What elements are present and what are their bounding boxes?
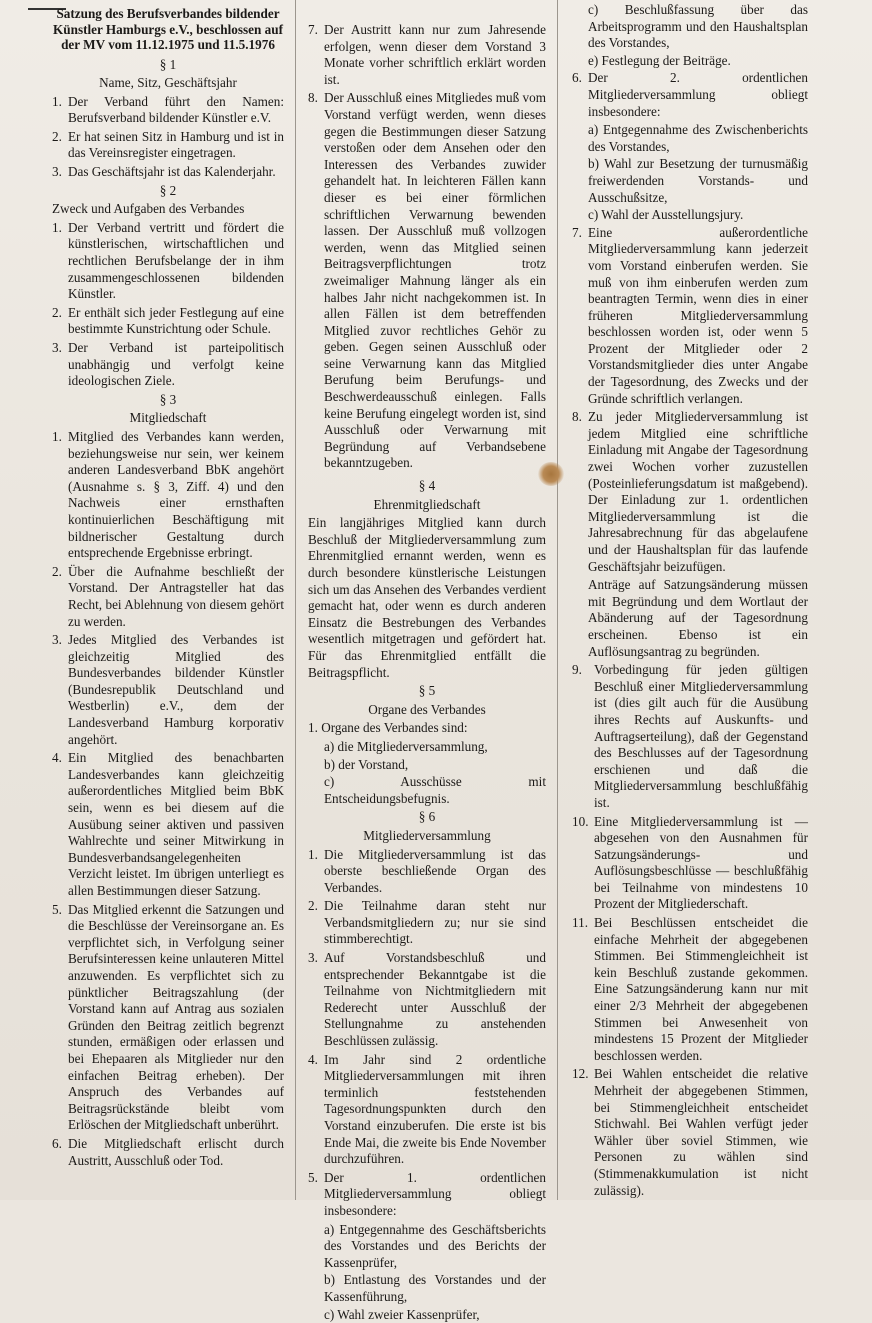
list-subitem: c) Wahl zweier Kassenprüfer,: [324, 1306, 480, 1322]
section-3-title: Mitgliedschaft: [129, 410, 207, 426]
section-5-title: Organe des Verbandes: [368, 701, 486, 717]
section-2-title: Zweck und Aufgaben des Verbandes: [52, 201, 245, 217]
list-item: 1. Der Verband führt den Namen: Berufsverband bildender Künstler e.V.: [52, 93, 284, 126]
section-3-number: § 3: [159, 391, 177, 407]
list-item: 8. Zu jeder Mitgliederversammlung ist jedem Mitglied eine schriftliche Einladung mit Angabe der Tagesordnung zwei Wochen vorher zuzustellen (Posteinlieferungsdatum ist maßgebend). Der Einladung zur 1. ordentlichen Mitgliederversammlung ist die Jahresabrechnung für das abgelaufene und der Haushaltsplan für das laufende Geschäftsjahr beizufügen.: [572, 409, 808, 574]
list-item: 3. Der Verband ist parteipolitisch unabhängig und verfolgt keine ideologischen Ziele.: [52, 340, 284, 389]
list-subitem: c) Ausschüsse mit Entscheidungsbefugnis.: [324, 774, 546, 806]
list-item-continuation: Anträge auf Satzungsänderung müssen mit Begründung und dem Wortlaut der Abänderung auf der Tagesordnung erscheinen. Ebenso ist ein Auflösungsantrag zu begründen.: [588, 577, 808, 659]
list-subitem: c) Wahl der Ausstellungsjury.: [588, 207, 744, 223]
list-subitem: b) Wahl zur Besetzung der turnusmäßig freiwerdenden Vorstands- und Ausschußsitze,: [588, 156, 808, 205]
list-item: 6. Der 2. ordentlichen Mitgliederversammlung obliegt insbesondere:: [572, 70, 808, 119]
section-2-number: § 2: [159, 182, 177, 198]
section-5-number: § 5: [418, 683, 436, 699]
column-3: [572, 2, 808, 1196]
list-item: 2. Die Teilnahme daran steht nur Verbandsmitgliedern zu; nur sie sind stimmberechtigt.: [308, 898, 546, 947]
list-subitem: c) Beschlußfassung über das Arbeitsprogramm und den Haushaltsplan des Vorstandes,: [588, 2, 808, 51]
list-item: 8. Der Ausschluß eines Mitgliedes muß vom Vorstand verfügt werden, wenn dieses gegen die Bestimmungen dieser Satzung verstoßen oder dem Ansehen oder den Interessen des Verbandes zuwider gehandelt hat. In leichteren Fällen kann dieser es bei einer förmlichen schriftlichen Verwarnung bewenden lassen. Der Ausschluß muß vollzogen werden, wenn das Mitglied seinen Beitragsverpflichtungen trotz zweimaliger Mahnung länger als ein halbes Jahr nicht nachgekommen ist. In allen Fällen ist dem betreffenden Mitglied zuvor rechtliches Gehör zu geben. Gegen seinen Ausschluß oder seine Verwarnung kann das Mitglied Berufung beim Berufungs- und Beschwerdeausschuß einlegen. Falls keine Berufung eingelegt worden ist, sind Ausschluß oder Verwarnung mit Begründung auf Verbandsebene bekanntzugeben.: [308, 90, 546, 471]
list-item: 5. Das Mitglied erkennt die Satzungen und die Beschlüsse der Vereinsorgane an. Es verpflichtet sich, in Verfolgung seiner Berufsinteressen keine unlauteren Mittel anzuwenden. Es verpflichtet sich zu pünktlicher Beitragszahlung (der Vorstand kann auf Antrag aus sozialen Gründen den Beitrag zeitlich begrenzt stunden, ermäßigen oder erlassen und bei Ehepaaren als Mitglieder nur den einfachen Beitrag erheben). Der Anspruch des Verbandes auf Beitragsrückstände bleibt vom Erlöschen der Mitgliedschaft unberührt.: [52, 901, 284, 1133]
section-5-lead: 1. Organe des Verbandes sind:: [308, 720, 468, 736]
list-item: 6. Die Mitgliedschaft erlischt durch Austritt, Ausschluß oder Tod.: [52, 1135, 284, 1168]
document-header: Satzung des Berufsverbandes bildender Künstler Hamburgs e.V., beschlossen auf der MV vom 11.12.1975 und 11.5.1976: [53, 6, 283, 52]
list-subitem: a) Entgegennahme des Zwischenberichts des Vorstandes,: [588, 122, 808, 154]
section-6-number: § 6: [418, 809, 436, 825]
list-item: 11. Bei Beschlüssen entscheidet die einfache Mehrheit der abgegebenen Stimmen. Bei Stimmengleichheit ist kein Beschluß zustande gekommen. Eine Satzungsänderung kann nur mit einer 2/3 Mehrheit der abgegebenen Stimmen bei Anwesenheit von mindestens 15 Prozent der Mitglieder beschlossen werden.: [572, 915, 808, 1063]
list-item: 10. Eine Mitgliederversammlung ist — abgesehen von den Ausnahmen für Satzungsänderungs- und Auflösungsbeschlüsse — beschlußfähig bei Teilnahme von mindestens 10 Prozent der Mitgliederschaft.: [572, 813, 808, 912]
section-1-title: Name, Sitz, Geschäftsjahr: [99, 75, 237, 91]
section-1-number: § 1: [159, 56, 177, 72]
list-subitem: a) die Mitgliederversammlung,: [324, 738, 488, 754]
list-subitem: e) Festlegung der Beiträge.: [588, 52, 731, 68]
column-divider-1: [295, 0, 296, 1200]
list-item: 1. Die Mitgliederversammlung ist das oberste beschließende Organ des Verbandes.: [308, 846, 546, 895]
list-item: 7. Der Austritt kann nur zum Jahresende erfolgen, wenn dieser dem Vorstand 3 Monate vorher schriftlich erklärt worden ist.: [308, 22, 546, 87]
list-subitem: a) Entgegennahme des Geschäftsberichts des Vorstandes und des Berichts der Kassenprüfer,: [324, 1221, 546, 1270]
column-divider-2: [557, 0, 558, 1200]
list-item: 4. Im Jahr sind 2 ordentliche Mitgliederversammlungen mit ihren terminlich feststehenden Tagesordnungspunkten durch den Vorstand einzuberufen. Die erste ist bis Ende Mai, die zweite bis Ende November durchzuführen.: [308, 1051, 546, 1167]
column-1: [52, 2, 284, 1196]
section-4-title: Ehrenmitgliedschaft: [373, 496, 481, 512]
list-item: 3. Das Geschäftsjahr ist das Kalenderjahr.: [52, 164, 276, 180]
list-subitem: b) Entlastung des Vorstandes und der Kassenführung,: [324, 1272, 546, 1304]
list-item: 2. Über die Aufnahme beschließt der Vorstand. Der Antragsteller hat das Recht, bei Ablehnung von diesem gehört zu werden.: [52, 563, 284, 629]
list-item: 1. Der Verband vertritt und fördert die künstlerischen, wirtschaftlichen und rechtlichen Berufsbelange der in ihm zusammengeschlossenen bildenden Künstler.: [52, 219, 284, 302]
list-item: 7. Eine außerordentliche Mitgliederversammlung kann jederzeit vom Vorstand einberufen werden. Sie muß von ihm einberufen werden zum beantragten Termin, wenn dies in einer früheren Mitgliederversammlung beschlossen worden ist, oder wenn 5 Prozent der Mitglieder oder 2 Vorstandsmitglieder dies unter Angabe der Tagesordnung, des Zwecks und der Gründe schriftlich verlangen.: [572, 224, 808, 406]
section-6-title: Mitgliederversammlung: [363, 827, 491, 843]
list-item: 2. Er enthält sich jeder Festlegung auf eine bestimmte Kunstrichtung oder Schule.: [52, 304, 284, 337]
list-item: 5. Der 1. ordentlichen Mitgliederversammlung obliegt insbesondere:: [308, 1169, 546, 1218]
list-item: 4. Ein Mitglied des benachbarten Landesverbandes kann gleichzeitig außerordentliches Mitglied beim BbK sein, wenn es bei diesem auf die Ausübung seiner aktiven und passiven Wahlrechte und seiner Mitwirkung in Bundesverbandsangelegenheiten Verzicht leistet. Im übrigen unterliegt es allen Bestimmungen dieser Satzung.: [52, 750, 284, 898]
section-4-number: § 4: [418, 478, 436, 494]
section-4-text: Ein langjähriges Mitglied kann durch Beschluß der Mitgliederversammlung zum Ehrenmitglied ernannt werden, wenn es durch besondere künstlerische Leistungen sich um das Ansehen des Verbandes verdient gemacht hat, oder wenn es durch anderen Einsatz die Bestrebungen des Verbandes wesentlich mitgetragen und gefördert hat. Für das Ehrenmitglied entfällt die Beitragspflicht.: [308, 515, 546, 680]
list-item: 2. Er hat seinen Sitz in Hamburg und ist in das Vereinsregister eingetragen.: [52, 128, 284, 161]
column-2: [308, 2, 546, 1322]
list-item: 1. Mitglied des Verbandes kann werden, beziehungsweise nur sein, wer keinem anderen Landesverband BbK angehört (Ausnahme s. § 3, Ziff. 4) und den Nachweis einer ernsthaften kontinuierlichen Beschäftigung mit bildnerischer Gestaltung durch entsprechende Ergebnisse erbringt.: [52, 428, 284, 561]
list-item: 12. Bei Wahlen entscheidet die relative Mehrheit der abgegebenen Stimmen, bei Stimmengleichheit entscheidet Stichwahl. Bei Wahlen verfügt jeder Wähler über soviel Stimmen, wie Personen zu wählen sind (Stimmenakkumulation ist nicht zulässig).: [572, 1066, 808, 1198]
list-item: 3. Auf Vorstandsbeschluß und entsprechender Bekanntgabe ist die Teilnahme von Nichtmitgliedern mit Rederecht unter Ausschluß der Stellungnahme zu anstehenden Beschlüssen zulässig.: [308, 950, 546, 1049]
list-subitem: b) der Vorstand,: [324, 756, 409, 772]
list-item: 3. Jedes Mitglied des Verbandes ist gleichzeitig Mitglied des Bundesverbandes bildender Künstler (Bundesrepublik Deutschland und Westberlin) e.V., dem der Landesverband Hamburg korporativ angehört.: [52, 632, 284, 747]
list-item: 9. Vorbedingung für jeden gültigen Beschluß einer Mitgliederversammlung ist (dies gilt auch für die Ausübung ihres Rechts auf Auskunfts- und Auftragserteilung), daß der Gegenstand des Beschlusses auf der Tagesordnung erschienen und daß die Mitgliederversammlung beschlußfähig ist.: [572, 662, 808, 810]
